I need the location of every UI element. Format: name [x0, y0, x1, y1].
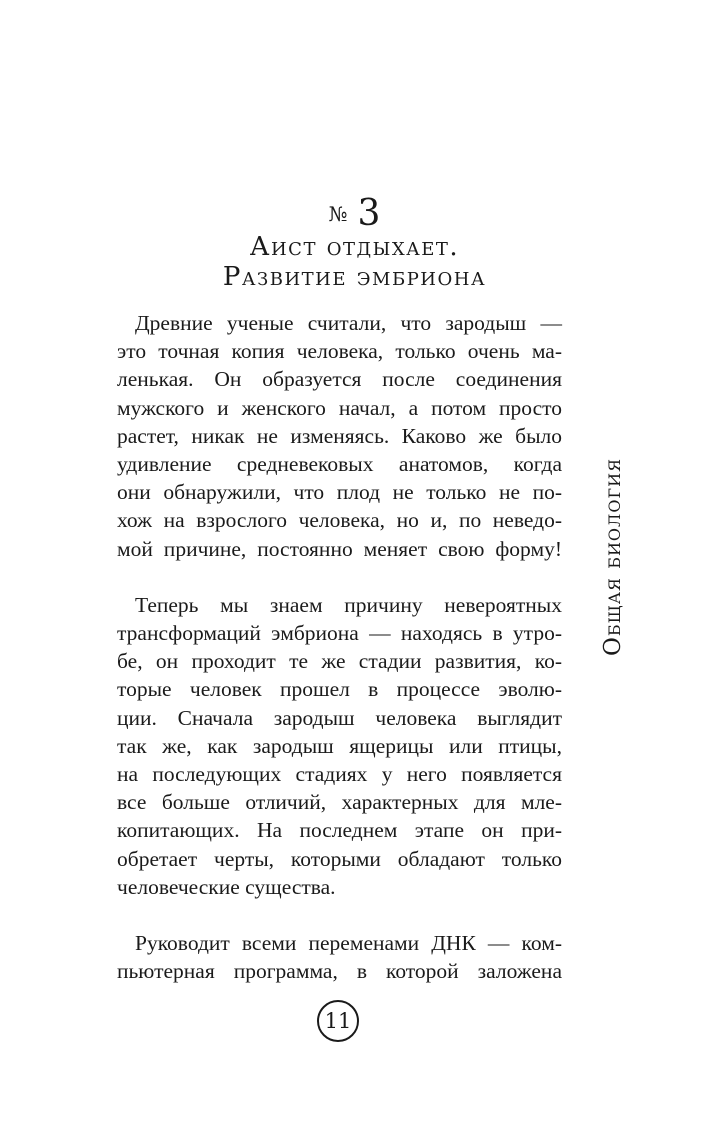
text-line: Древние ученые считали, что зародыш — — [135, 311, 562, 335]
text-line: копитающих. На последнем этапе он при- — [117, 818, 562, 843]
text-line: Теперь мы знаем причину невероятных — [135, 592, 562, 617]
text-line: ции. Сначала зародыш человека выглядит — [117, 705, 562, 730]
body-text — [117, 309, 562, 985]
text-line: так же, как зародыш ящерицы или птицы, — [117, 733, 562, 758]
paragraph — [117, 929, 562, 985]
text-line: удивление средневековых анатомов, когда — [117, 452, 562, 477]
chapter-number — [0, 193, 709, 234]
text-line: мужского и женского начал, а потом просто — [117, 395, 562, 420]
chapter-title — [0, 232, 709, 292]
text-line: это точная копия человека, только очень ма- — [117, 339, 562, 364]
text-line: торые человек прошел в процессе эволю- — [117, 677, 562, 702]
chapter-title-line: Развитие эмбриона — [222, 262, 487, 292]
text-line: они обнаружили, что плод не только не по- — [117, 480, 562, 505]
number-sign: № — [328, 202, 348, 226]
text-line: Руководит всеми переменами ДНК — ком- — [135, 931, 562, 956]
side-section-title-text: Общая биология — [600, 458, 626, 656]
text-line: обретает черты, которыми обладают только — [117, 846, 562, 871]
chapter-title-line: Аист отдыхает. — [249, 232, 460, 262]
text-line: человеческие существа. — [117, 874, 336, 899]
text-line: мой причине, постоянно меняет свою форму! — [117, 536, 562, 561]
text-line: все больше отличий, характерных для мле- — [117, 790, 562, 815]
paragraph — [117, 591, 562, 901]
text-line: растет, никак не изменяясь. Каково же было — [117, 423, 562, 448]
page-number: 11 — [317, 1000, 359, 1042]
side-section-title — [583, 458, 643, 656]
text-line: трансформаций эмбриона — находясь в утро- — [117, 621, 562, 646]
text-line: на последующих стадиях у него появляется — [117, 762, 562, 787]
text-line: хож на взрослого человека, но и, по неведо- — [117, 508, 562, 533]
text-line: бе, он проходит те же стадии развития, ко- — [117, 649, 562, 674]
paragraph — [117, 309, 562, 563]
text-line: пьютерная программа, в которой заложена — [117, 959, 562, 984]
text-line: ленькая. Он образуется после соединения — [117, 367, 562, 392]
chapter-number-value: 3 — [357, 193, 381, 234]
